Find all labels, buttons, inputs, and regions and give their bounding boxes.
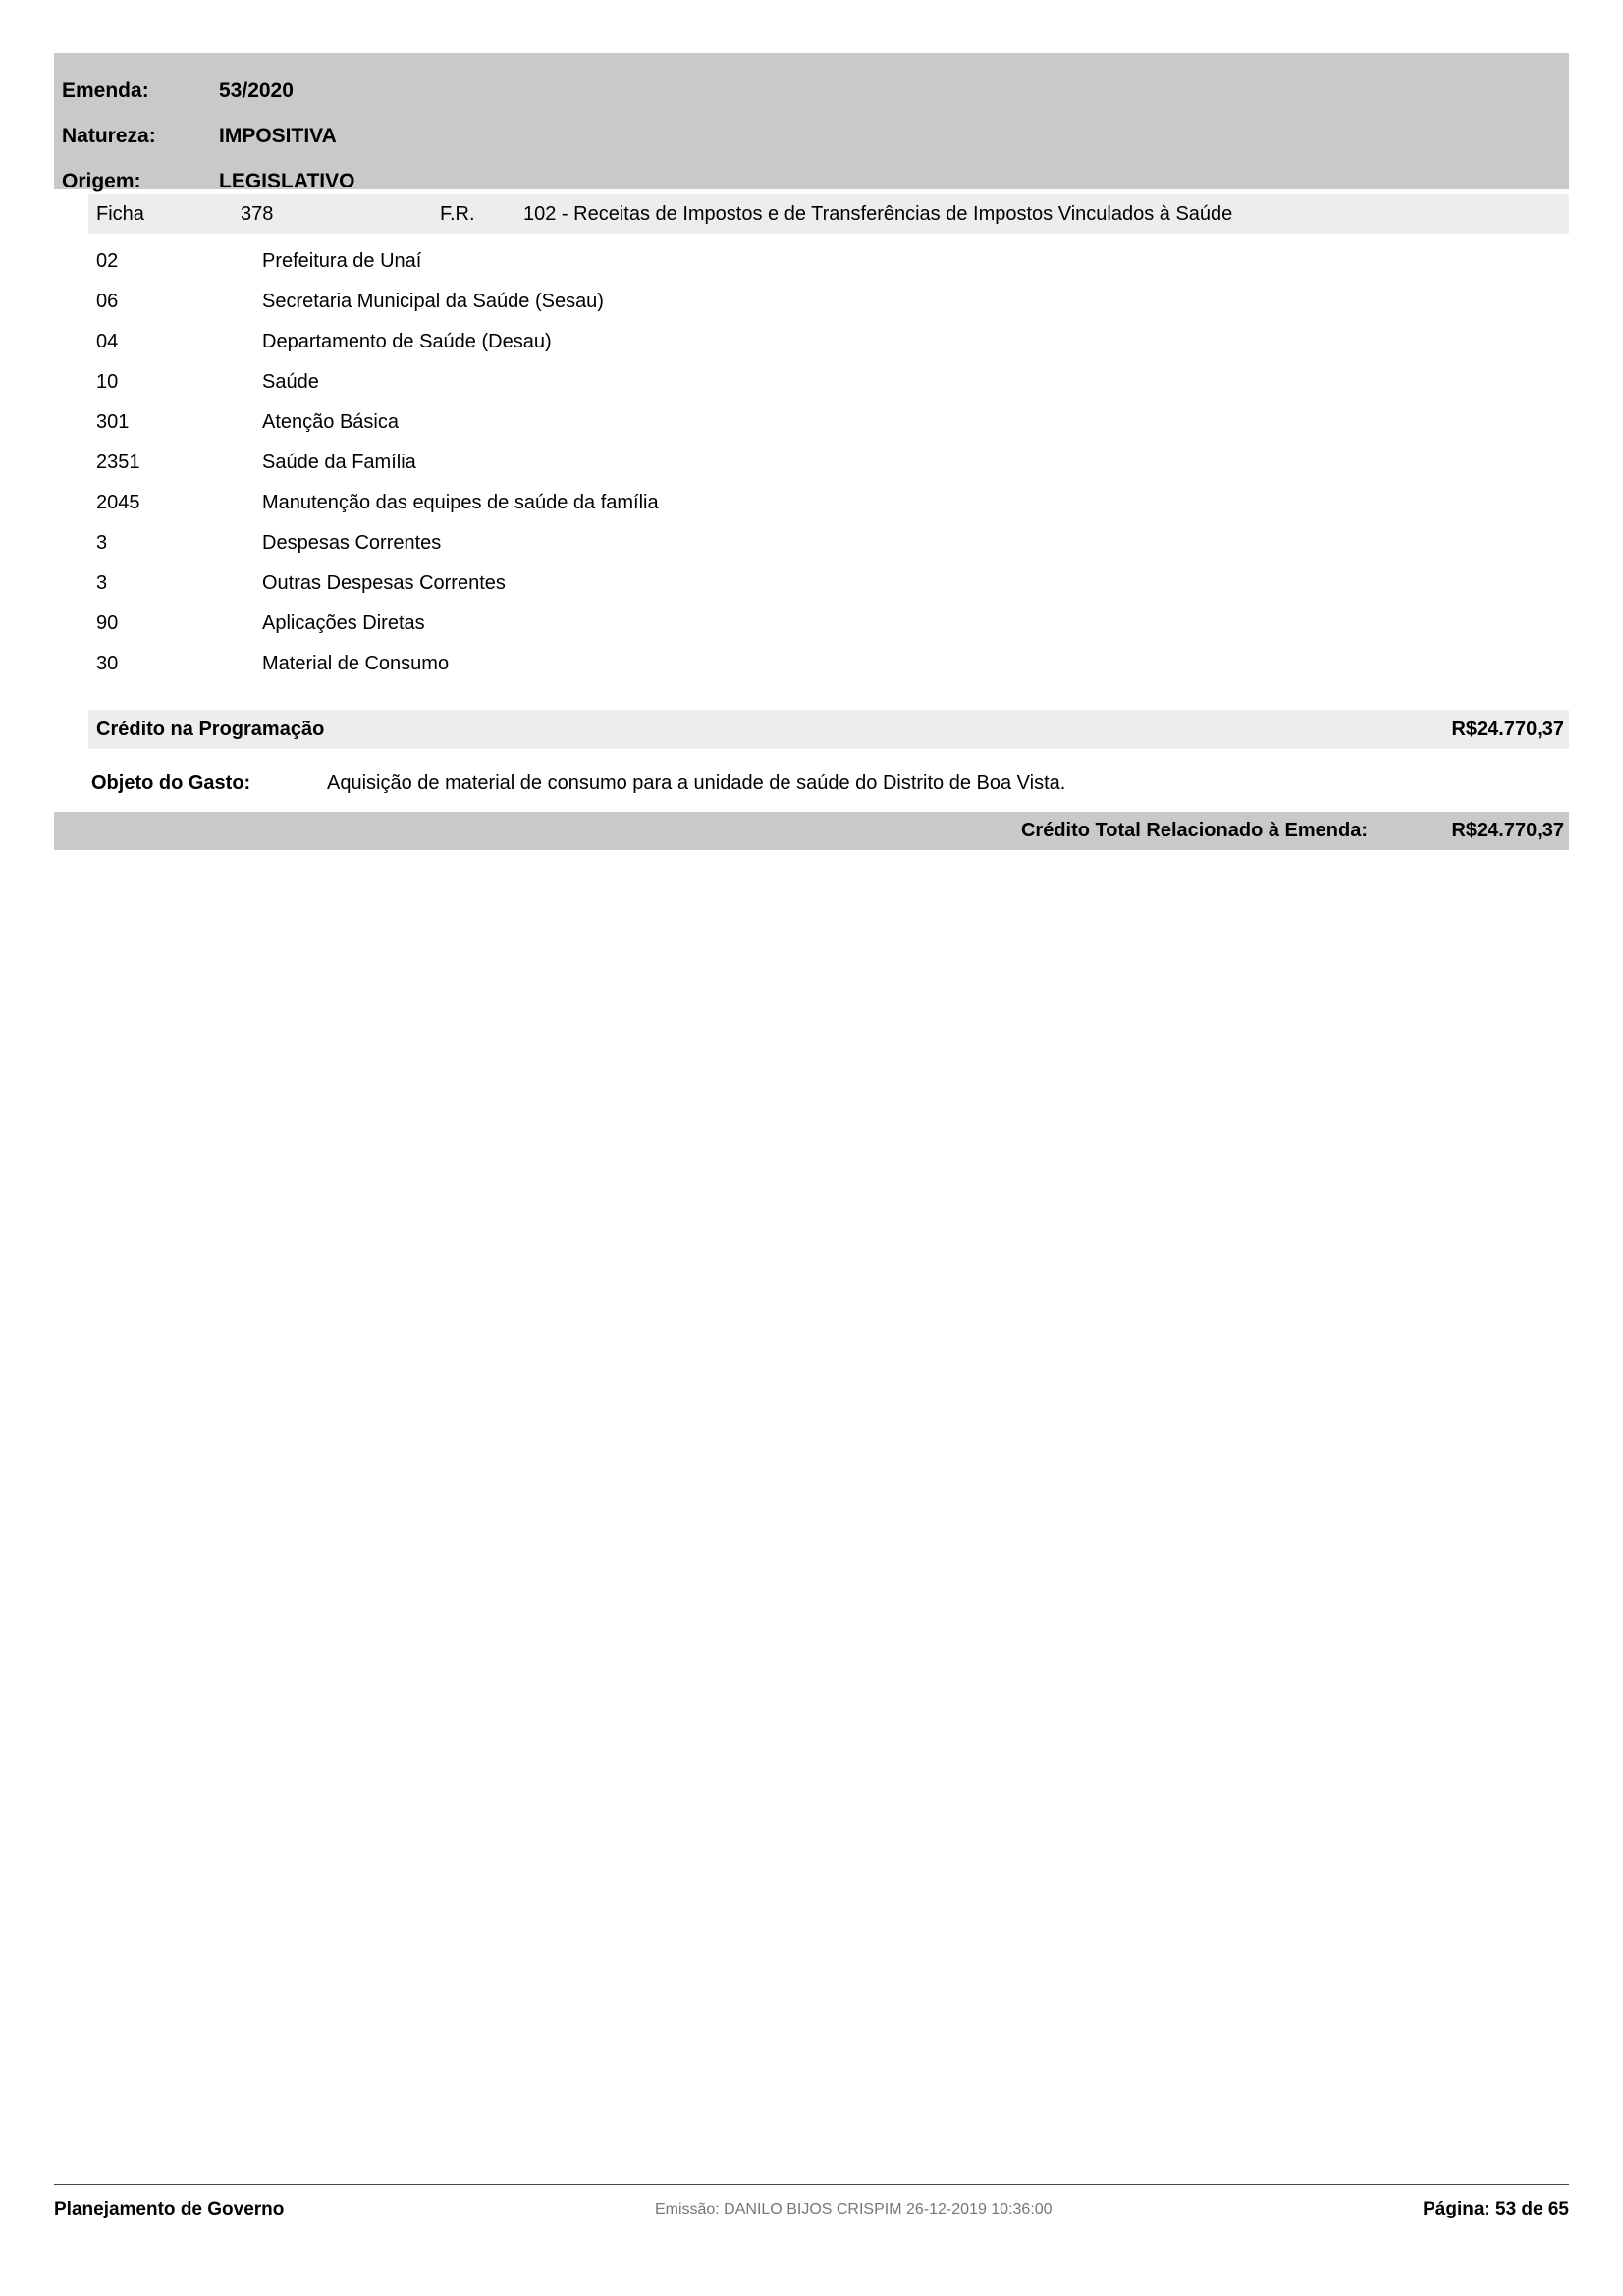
- classification-code: 2351: [96, 452, 140, 473]
- classification-code: 2045: [96, 492, 140, 513]
- fr-value: 102 - Receitas de Impostos e de Transferências de Impostos Vinculados à Saúde: [523, 202, 1233, 225]
- classification-row: [88, 604, 1569, 644]
- origem-value: LEGISLATIVO: [219, 170, 355, 192]
- footer-page-number: Página: 53 de 65: [1423, 2199, 1569, 2219]
- classification-code: 02: [96, 250, 119, 272]
- natureza-value: IMPOSITIVA: [219, 125, 337, 147]
- classification-row: [88, 563, 1569, 604]
- footer: [54, 2199, 1569, 2220]
- origem-label: Origem:: [62, 170, 141, 192]
- credito-programacao-value: R$24.770,37: [1451, 718, 1564, 740]
- classification-code: 3: [96, 532, 108, 554]
- classification-description: Departamento de Saúde (Desau): [262, 331, 552, 352]
- classification-description: Outras Despesas Correntes: [262, 572, 506, 594]
- credito-programacao-row: [88, 710, 1569, 749]
- classification-description: Saúde: [262, 371, 319, 393]
- classification-description: Atenção Básica: [262, 411, 399, 433]
- objeto-gasto-row: [91, 773, 1569, 795]
- classification-code: 301: [96, 411, 130, 433]
- classification-code: 90: [96, 613, 119, 634]
- credito-total-label: Crédito Total Relacionado à Emenda:: [1020, 820, 1368, 841]
- classification-description: Material de Consumo: [262, 653, 450, 674]
- header-row-emenda: [54, 69, 1569, 114]
- classification-row: [88, 241, 1569, 282]
- emenda-label: Emenda:: [62, 80, 149, 102]
- header-row-natureza: [54, 114, 1569, 159]
- classification-row: [88, 644, 1569, 684]
- objeto-gasto-label: Objeto do Gasto:: [91, 773, 251, 794]
- credito-total-row: [54, 812, 1569, 850]
- emenda-value: 53/2020: [219, 80, 294, 102]
- classification-row: [88, 402, 1569, 443]
- classification-row: [88, 362, 1569, 402]
- objeto-gasto-value: Aquisição de material de consumo para a unidade de saúde do Distrito de Boa Vista.: [327, 773, 1066, 794]
- classification-description: Prefeitura de Unaí: [262, 250, 422, 272]
- credito-total-value: R$24.770,37: [1451, 820, 1564, 841]
- natureza-label: Natureza:: [62, 125, 156, 147]
- ficha-row: [88, 194, 1569, 234]
- classification-code: 3: [96, 572, 108, 594]
- ficha-number: 378: [241, 202, 274, 225]
- classification-row: [88, 483, 1569, 523]
- amendment-header-block: [54, 53, 1569, 192]
- classification-description: Saúde da Família: [262, 452, 416, 473]
- classification-code: 30: [96, 653, 119, 674]
- classification-code: 06: [96, 291, 119, 312]
- classification-description: Despesas Correntes: [262, 532, 442, 554]
- classification-description: Manutenção das equipes de saúde da família: [262, 492, 659, 513]
- classification-description: Secretaria Municipal da Saúde (Sesau): [262, 291, 604, 312]
- classification-list: [88, 241, 1569, 684]
- footer-emission-info: Emissão: DANILO BIJOS CRISPIM 26-12-2019 10:36:00: [654, 2201, 1053, 2217]
- credito-programacao-label: Crédito na Programação: [96, 718, 325, 740]
- classification-row: [88, 282, 1569, 322]
- fr-label: F.R.: [440, 202, 475, 225]
- classification-code: 04: [96, 331, 119, 352]
- classification-row: [88, 443, 1569, 483]
- classification-description: Aplicações Diretas: [262, 613, 425, 634]
- ficha-label: Ficha: [96, 202, 144, 225]
- classification-row: [88, 322, 1569, 362]
- footer-system-name: Planejamento de Governo: [54, 2199, 285, 2219]
- classification-row: [88, 523, 1569, 563]
- footer-divider: [54, 2184, 1569, 2185]
- classification-code: 10: [96, 371, 119, 393]
